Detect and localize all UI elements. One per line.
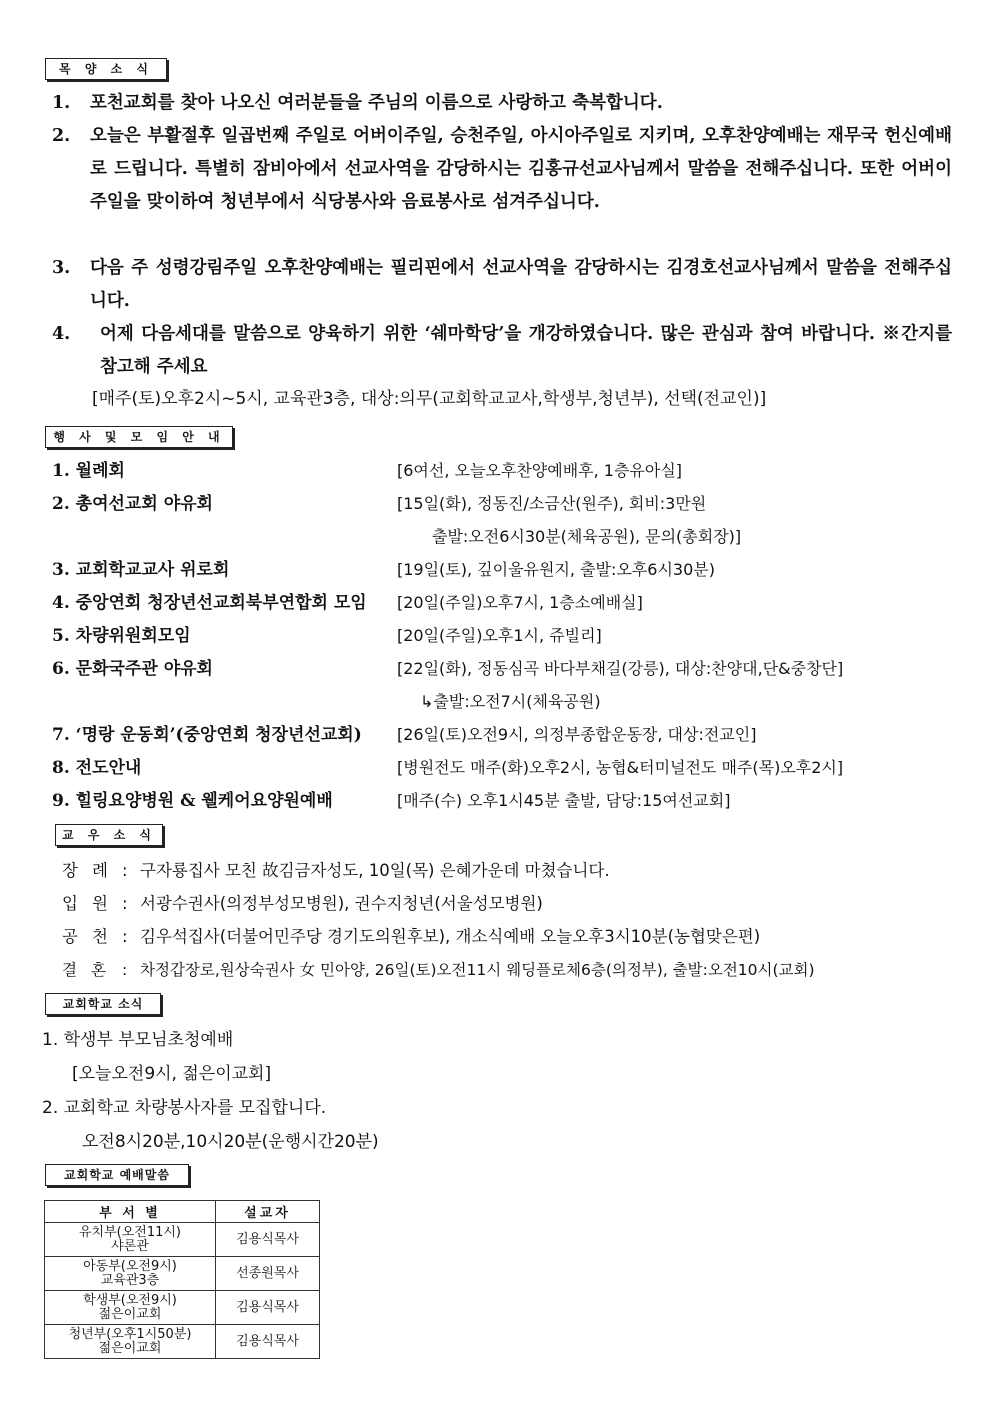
table-row <box>45 1325 320 1359</box>
news-text: 구자룡집사 모친 故김금자성도, 10일(목) 은혜가운데 마쳤습니다. <box>140 861 610 880</box>
event-name: 2. 총여선교회 야유회 <box>52 494 213 514</box>
item-number: 1. <box>52 93 71 113</box>
news-label: 입원 <box>62 894 122 913</box>
item-text: 어제 다음세대를 말씀으로 양육하기 위한 ‘쉐마학당’을 개강하였습니다. 많은 관심과 참여 바랍니다. ※간지를 참고해 주세요 <box>100 324 952 377</box>
item-text: 다음 주 성령강림주일 오후찬양예배는 필리핀에서 선교사역을 감당하시는 김경호선교사님께서 말씀을 전해주십니다. <box>90 258 952 311</box>
event-name: 5. 차량위원회모임 <box>52 626 191 646</box>
preacher-cell: 김용식목사 <box>216 1291 320 1325</box>
preacher-cell: 김용식목사 <box>216 1223 320 1257</box>
school-line: 1. 학생부 부모님초청예배 <box>42 1030 234 1050</box>
news-text: 김우석집사(더불어민주당 경기도의원후보), 개소식예배 오늘오후3시10분(농협맞은편) <box>140 927 761 946</box>
event-name: 4. 중앙연회 청장년선교회북부연합회 모임 <box>52 593 367 613</box>
dept-cell: 유치부(오전11시) 샤론관 <box>45 1223 216 1257</box>
item-number: 2. <box>52 126 71 146</box>
item-number: 4. <box>52 324 71 344</box>
section-label-pastoral: 목 양 소 식 <box>45 58 167 80</box>
event-name: 8. 전도안내 <box>52 758 142 778</box>
event-name: 1. 월례회 <box>52 461 125 481</box>
member-news-row: 장례: 구자룡집사 모친 故김금자성도, 10일(목) 은혜가운데 마쳤습니다. <box>62 854 610 888</box>
event-detail-continued: ↳출발:오전7시(체육공원) <box>420 692 601 711</box>
section-label-members: 교 우 소 식 <box>55 824 163 846</box>
section-label-events: 행 사 및 모 임 안 내 <box>45 426 233 448</box>
dept-cell: 아동부(오전9시) 교육관3층 <box>45 1257 216 1291</box>
table-row <box>45 1291 320 1325</box>
member-news-row: 결혼 : 차정갑장로,원상숙권사 女 민아양, 26일(토)오전11시 웨딩플로체6층(의정부), 출발:오전10시(교회) <box>62 953 815 987</box>
member-news-row: 공천: 김우석집사(더불어민주당 경기도의원후보), 개소식예배 오늘오후3시10분(농협맞은편) <box>62 920 760 954</box>
school-line: 오전8시20분,10시20분(운행시간20분) <box>82 1132 379 1152</box>
event-detail: [20일(주일)오후1시, 쥬빌리] <box>397 626 602 645</box>
item-text: 오늘은 부활절후 일곱번째 주일로 어버이주일, 승천주일, 아시아주일로 지키며, 오후찬양예배는 재무국 헌신예배로 드립니다. 특별히 잠비아에서 선교사역을 감당하시는 김홍규선교사님께서 말씀을 전해주십니다. 또한 어버이 주일을 맞이하여 청년부에서 식당봉사와 음료봉사로 섬겨주십니다. <box>90 126 952 212</box>
section-label-school-sermon: 교회학교 예배말씀 <box>45 1164 189 1186</box>
event-detail: [6여선, 오늘오후찬양예배후, 1층유아실] <box>397 461 683 480</box>
news-label: 장례 <box>62 861 122 880</box>
pastoral-item <box>52 252 952 318</box>
dept-cell: 청년부(오후1시50분) 젊은이교회 <box>45 1325 216 1359</box>
sermon-table <box>44 1200 320 1359</box>
preacher-cell: 선종원목사 <box>216 1257 320 1291</box>
section-label-school: 교회학교 소식 <box>45 993 161 1015</box>
member-news-row: 입원: 서광수권사(의정부성모병원), 권수지청년(서울성모병원) <box>62 887 543 921</box>
pastoral-item <box>52 318 952 384</box>
pastoral-item <box>52 120 952 219</box>
table-row <box>45 1223 320 1257</box>
item-text: 포천교회를 찾아 나오신 여러분들을 주님의 이름으로 사랑하고 축복합니다. <box>90 93 663 113</box>
schedule-note: [매주(토)오후2시~5시, 교육관3층, 대상:의무(교회학교교사,학생부,청년부), 선택(전교인)] <box>92 389 767 409</box>
event-detail: [22일(화), 정동심곡 바다부채길(강릉), 대상:찬양대,단&중창단] <box>397 659 844 678</box>
event-name: 9. 힐링요양병원 & 웰케어요양원예배 <box>52 791 333 811</box>
item-number: 3. <box>52 258 71 278</box>
news-text: 차정갑장로,원상숙권사 女 민아양, 26일(토)오전11시 웨딩플로체6층(의정부), 출발:오전10시(교회) <box>140 961 815 979</box>
preacher-cell: 김용식목사 <box>216 1325 320 1359</box>
table-header: 설교자 <box>216 1201 320 1223</box>
event-detail: [19일(토), 깊이울유원지, 출발:오후6시30분) <box>397 560 715 579</box>
event-detail: [20일(주일)오후7시, 1층소예배실] <box>397 593 643 612</box>
event-detail: [15일(화), 정동진/소금산(원주), 회비:3만원 <box>397 494 707 513</box>
news-label: 결혼 <box>62 961 120 979</box>
event-name: 6. 문화국주관 야유회 <box>52 659 213 679</box>
news-text: 서광수권사(의정부성모병원), 권수지청년(서울성모병원) <box>140 894 543 913</box>
school-line: 2. 교회학교 차량봉사자를 모집합니다. <box>42 1098 327 1118</box>
table-header: 부 서 별 <box>45 1201 216 1223</box>
school-line: [오늘오전9시, 젊은이교회] <box>72 1064 272 1084</box>
event-detail-continued: 출발:오전6시30분(체육공원), 문의(총회장)] <box>432 527 742 546</box>
dept-cell: 학생부(오전9시) 젊은이교회 <box>45 1291 216 1325</box>
event-name: 7. ‘명랑 운동회’(중앙연회 청장년선교회) <box>52 725 362 745</box>
event-detail: [매주(수) 오후1시45분 출발, 담당:15여선교회] <box>397 791 731 810</box>
table-header-row <box>45 1201 320 1223</box>
news-label: 공천 <box>62 927 122 946</box>
event-detail: [26일(토)오전9시, 의정부종합운동장, 대상:전교인] <box>397 725 757 744</box>
pastoral-item <box>52 87 952 120</box>
table-row <box>45 1257 320 1291</box>
event-detail: [병원전도 매주(화)오후2시, 농협&터미널전도 매주(목)오후2시] <box>397 758 844 777</box>
event-name: 3. 교회학교교사 위로회 <box>52 560 230 580</box>
